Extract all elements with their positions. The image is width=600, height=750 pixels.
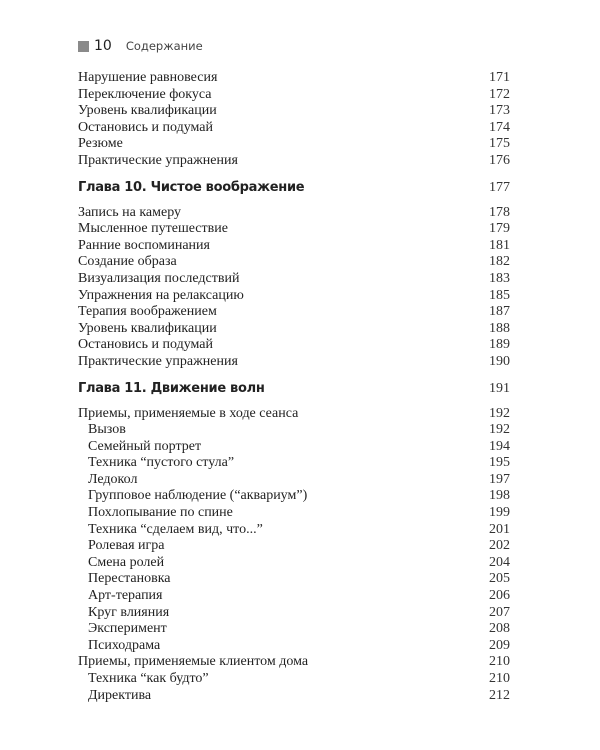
toc-entry	[78, 120, 510, 137]
toc-entry-title: Групповое наблюдение (“аквариум”)	[88, 488, 308, 504]
toc-entry-page: 185	[489, 287, 510, 303]
table-of-contents	[78, 70, 510, 704]
toc-entry-title: Практические упражнения	[78, 353, 238, 369]
toc-entry	[78, 505, 510, 522]
toc-entry-title: Визуализация последствий	[78, 270, 240, 286]
toc-entry-page: 207	[489, 604, 510, 620]
toc-entry	[78, 304, 510, 321]
toc-entry-title: Круг влияния	[88, 604, 170, 620]
toc-entry-title: Мысленное путешествие	[78, 221, 228, 237]
toc-entry-title: Директива	[88, 687, 152, 703]
toc-entry	[78, 288, 510, 305]
toc-entry	[78, 638, 510, 655]
toc-entry	[78, 538, 510, 555]
toc-entry	[78, 87, 510, 104]
toc-entry	[78, 153, 510, 170]
toc-entry-title: Переключение фокуса	[78, 86, 212, 102]
page-marker-icon	[78, 41, 89, 52]
toc-entry	[78, 221, 510, 238]
toc-entry-page: 189	[489, 337, 510, 353]
toc-entry	[78, 472, 510, 489]
toc-entry-title: Ранние воспоминания	[78, 237, 210, 253]
toc-entry-title: Упражнения на релаксацию	[78, 287, 244, 303]
toc-entry	[78, 522, 510, 539]
toc-entry-title: Уровень квалификации	[78, 320, 217, 336]
toc-entry-page: 190	[489, 353, 510, 369]
toc-entry-title: Ролевая игра	[88, 538, 165, 554]
toc-chapter-heading	[78, 380, 510, 398]
toc-entry-title: Остановись и подумай	[78, 337, 214, 353]
toc-entry	[78, 555, 510, 572]
toc-entry-page: 177	[489, 179, 510, 195]
toc-entry-page: 174	[489, 119, 510, 135]
toc-entry-page: 173	[489, 103, 510, 119]
toc-entry-title: Семейный портрет	[88, 438, 202, 454]
toc-entry-title: Создание образа	[78, 254, 177, 270]
toc-entry-title: Техника “пустого стула”	[88, 455, 235, 471]
toc-entry-page: 212	[489, 687, 510, 703]
toc-entry-title: Практические упражнения	[78, 152, 238, 168]
toc-entry-title: Приемы, применяемые в ходе сеанса	[78, 405, 299, 421]
toc-entry-page: 205	[489, 571, 510, 587]
toc-entry	[78, 571, 510, 588]
toc-entry-title: Вызов	[88, 422, 126, 438]
toc-chapter-heading	[78, 179, 510, 197]
toc-entry-title: Приемы, применяемые клиентом дома	[78, 654, 309, 670]
toc-entry	[78, 671, 510, 688]
toc-entry	[78, 688, 510, 705]
toc-entry-page: 183	[489, 270, 510, 286]
toc-entry-page: 194	[489, 438, 510, 454]
toc-entry-page: 171	[489, 70, 510, 85]
toc-entry-page: 188	[489, 320, 510, 336]
toc-entry-page: 176	[489, 152, 510, 168]
toc-entry-page: 204	[489, 554, 510, 570]
toc-entry-page: 201	[489, 521, 510, 537]
toc-entry	[78, 439, 510, 456]
toc-entry-title: Терапия воображением	[78, 304, 217, 320]
toc-entry	[78, 406, 510, 423]
toc-entry	[78, 354, 510, 371]
toc-entry	[78, 103, 510, 120]
page-number: 10	[94, 38, 112, 54]
toc-entry	[78, 205, 510, 222]
toc-entry-title: Резюме	[78, 136, 123, 152]
toc-entry-page: 172	[489, 86, 510, 102]
toc-entry-title: Эксперимент	[88, 621, 167, 637]
toc-entry-page: 209	[489, 637, 510, 653]
toc-entry-title: Смена ролей	[88, 554, 165, 570]
toc-entry-page: 195	[489, 455, 510, 471]
toc-entry-page: 178	[489, 204, 510, 220]
toc-entry-title: Запись на камеру	[78, 204, 182, 220]
toc-entry	[78, 621, 510, 638]
toc-entry-page: 202	[489, 538, 510, 554]
toc-entry	[78, 337, 510, 354]
toc-entry-page: 182	[489, 254, 510, 270]
toc-entry	[78, 254, 510, 271]
toc-entry	[78, 654, 510, 671]
toc-entry	[78, 136, 510, 153]
toc-entry	[78, 605, 510, 622]
toc-entry-title: Арт-терапия	[88, 588, 163, 604]
running-header	[78, 37, 203, 55]
toc-entry-page: 206	[489, 588, 510, 604]
toc-entry-page: 199	[489, 505, 510, 521]
toc-entry-title: Остановись и подумай	[78, 119, 214, 135]
toc-entry-title: Глава 10. Чистое воображение	[78, 179, 305, 195]
toc-entry-title: Техника “как будто”	[88, 671, 209, 686]
toc-entry-title: Ледокол	[88, 471, 138, 487]
toc-entry-page: 179	[489, 221, 510, 237]
toc-entry-page: 210	[489, 654, 510, 670]
toc-entry	[78, 271, 510, 288]
toc-entry	[78, 455, 510, 472]
toc-entry-page: 198	[489, 488, 510, 504]
toc-entry-page: 191	[489, 380, 510, 396]
toc-entry	[78, 238, 510, 255]
toc-entry-page: 187	[489, 304, 510, 320]
toc-entry	[78, 70, 510, 87]
section-title: Содержание	[125, 39, 203, 53]
toc-entry	[78, 321, 510, 338]
toc-entry-page: 197	[489, 471, 510, 487]
toc-entry	[78, 488, 510, 505]
toc-entry-page: 208	[489, 621, 510, 637]
toc-entry	[78, 588, 510, 605]
toc-entry-page: 192	[489, 422, 510, 438]
toc-entry-title: Техника “сделаем вид, что...”	[88, 521, 263, 537]
toc-entry-page: 192	[489, 405, 510, 421]
toc-entry-page: 175	[489, 136, 510, 152]
toc-entry-page: 210	[489, 671, 510, 686]
toc-entry-title: Нарушение равновесия	[78, 70, 218, 85]
toc-entry	[78, 422, 510, 439]
toc-entry-title: Психодрама	[88, 637, 161, 653]
toc-entry-page: 181	[489, 237, 510, 253]
toc-entry-title: Глава 11. Движение волн	[78, 380, 265, 396]
toc-entry-title: Похлопывание по спине	[88, 505, 233, 521]
toc-entry-title: Перестановка	[88, 571, 171, 587]
toc-entry-title: Уровень квалификации	[78, 103, 217, 119]
